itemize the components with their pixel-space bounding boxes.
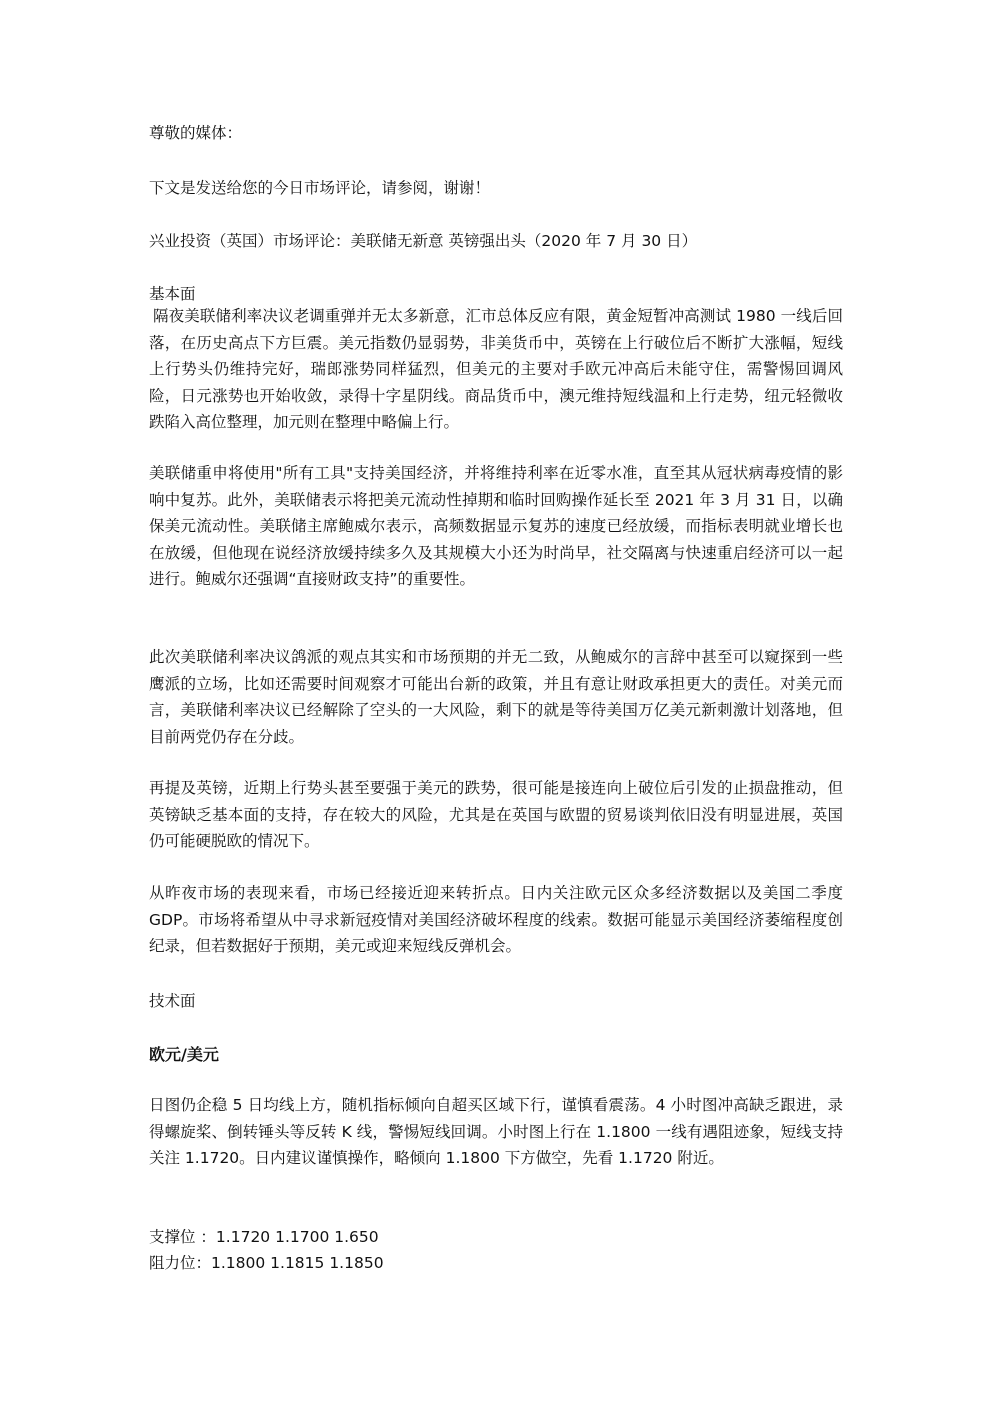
fundamentals-paragraph-2: 美联储重申将使用"所有工具"支持美国经济，并将维持利率在近零水准，直至其从冠状病毒疫情的影响中复苏。此外，美联储表示将把美元流动性掉期和临时回购操作延长至 2021 年 3 月 31 日，以确保美元流动性。美联储主席鲍威尔表示，高频数据显示复苏的速度已经放缓，而指标表明就业增长也在放缓，但他现在说经济放缓持续多久及其规模大小还为时尚早，社交隔离与快速重启经济可以一起进行。鲍威尔还强调“直接财政支持”的重要性。: [149, 464, 843, 589]
technical-heading: 技术面: [149, 992, 196, 1010]
headline: 兴业投资（英国）市场评论：美联储无新意 英镑强出头（2020 年 7 月 30 日）: [149, 232, 698, 250]
fundamentals-paragraph-3: 此次美联储利率决议鸽派的观点其实和市场预期的并无二致，从鲍威尔的言辞中甚至可以窥探到一些鹰派的立场，比如还需要时间观察才可能出台新的政策，并且有意让财政承担更大的责任。对美元而言，美联储利率决议已经解除了空头的一大风险，剩下的就是等待美国万亿美元新刺激计划落地，但目前两党仍存在分歧。: [149, 648, 843, 746]
greeting: 尊敬的媒体：: [149, 124, 243, 142]
currency-pair-heading: 欧元/美元: [149, 1045, 219, 1064]
support-levels: 支撑位 ：1.1720 1.1700 1.650: [149, 1228, 379, 1246]
resistance-levels: 阻力位：1.1800 1.1815 1.1850: [149, 1254, 384, 1272]
technical-analysis-paragraph: 日图仍企稳 5 日均线上方，随机指标倾向自超买区域下行，谨慎看震荡。4 小时图冲高缺乏跟进，录得螺旋桨、倒转锤头等反转 K 线，警惕短线回调。小时图上行在 1.1800 一线有遇阻迹象，短线支持关注 1.1720。日内建议谨慎操作，略倾向 1.1800 下方做空，先看 1.1720 附近。: [149, 1096, 843, 1168]
fundamentals-paragraph-1: 隔夜美联储利率决议老调重弹并无太多新意，汇市总体反应有限，黄金短暂冲高测试 1980 一线后回落，在历史高点下方巨震。美元指数仍显弱势，非美货币中，英镑在上行破位后不断扩大涨幅，短线上行势头仍维持完好，瑞郎涨势同样猛烈，但美元的主要对手欧元冲高后未能守住，需警惕回调风险，日元涨势也开始收敛，录得十字星阴线。商品货币中，澳元维持短线温和上行走势，纽元轻微收跌陷入高位整理，加元则在整理中略偏上行。: [149, 307, 843, 432]
fundamentals-paragraph-4: 再提及英镑，近期上行势头甚至要强于美元的跌势，很可能是接连向上破位后引发的止损盘推动，但英镑缺乏基本面的支持，存在较大的风险，尤其是在英国与欧盟的贸易谈判依旧没有明显进展，英国仍可能硬脱欧的情况下。: [149, 779, 843, 851]
intro-line: 下文是发送给您的今日市场评论，请参阅，谢谢！: [149, 179, 491, 197]
fundamentals-paragraph-5: 从昨夜市场的表现来看，市场已经接近迎来转折点。日内关注欧元区众多经济数据以及美国二季度 GDP。市场将希望从中寻求新冠疫情对美国经济破坏程度的线索。数据可能显示美国经济萎缩程度创纪录，但若数据好于预期，美元或迎来短线反弹机会。: [149, 884, 843, 956]
fundamentals-heading: 基本面: [149, 285, 196, 303]
